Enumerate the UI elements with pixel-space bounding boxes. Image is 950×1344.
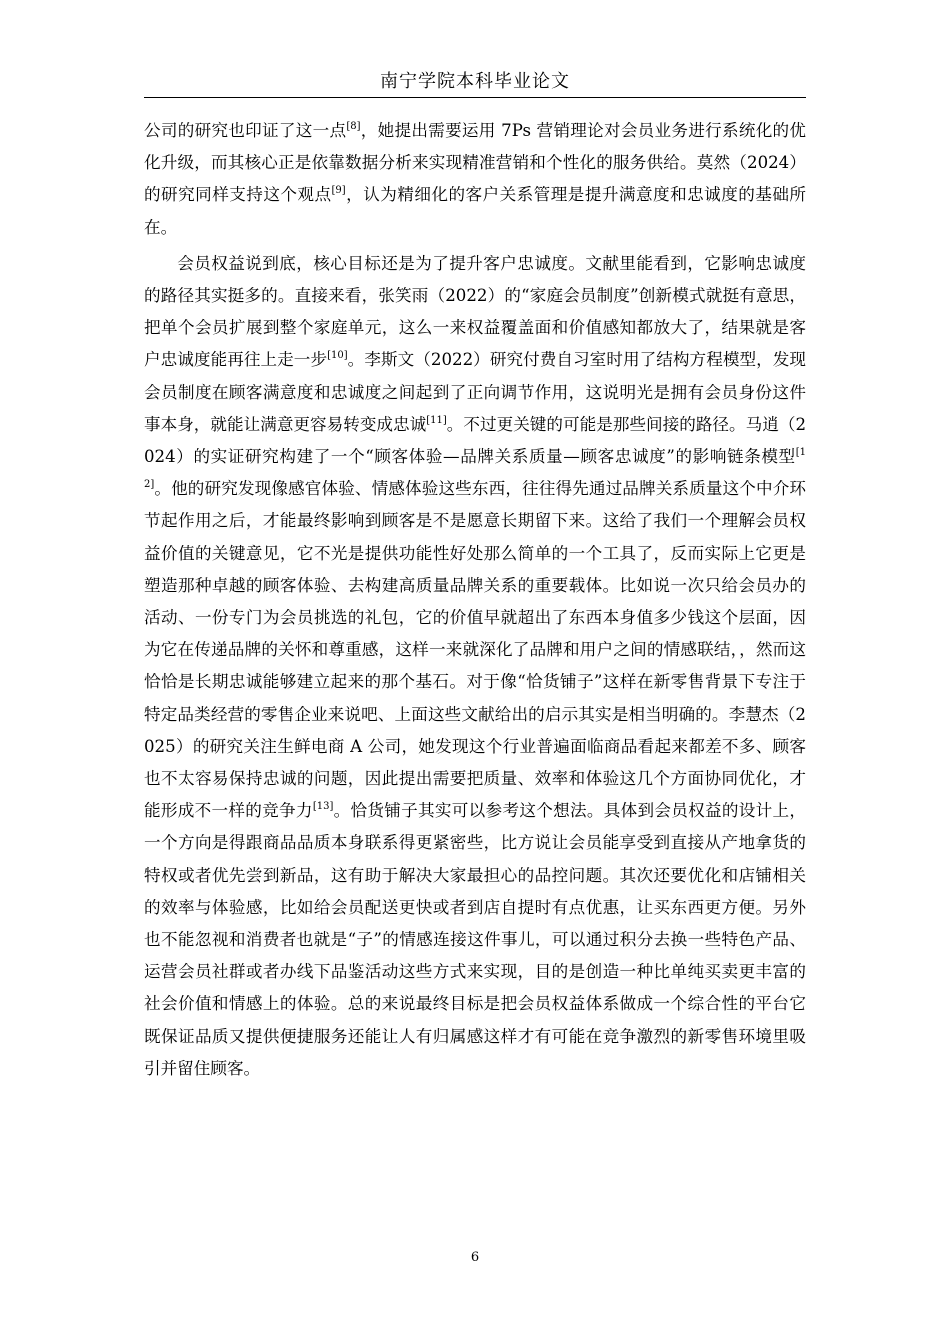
citation-marker: [10] [327,350,348,362]
text-segment: 公司的研究也印证了这一点 [144,121,347,140]
citation-marker: [9] [331,185,346,197]
header-divider [144,97,806,98]
text-segment: ，她提出需要运用 7Ps 营销理论对会员业务进行系统化的优化升级，而其核心正是依靠数据分析来实现精准营销和个性化的服务供给。莫然（2024）的研究同样支持这个观点 [144,121,807,205]
paragraph [144,115,806,244]
text-segment: 。不过更关键的可能是那些间接的路径。马逍（2024）的实证研究构建了一个“顾客体验—品牌关系质量—顾客忠诚度”的影响链条模型 [144,414,807,467]
citation-marker: [11] [426,414,447,426]
citation-marker: [12] [144,447,806,491]
text-segment: 。恰货铺子其实可以参考这个想法。具体到会员权益的设计上，一个方向是得跟商品品质本身联系得更紧密些，比方说让会员能享受到直接从产地拿货的特权或者优先尝到新品，这有助于解决大家最担心的品控问题。其次还要优化和店铺相关的效率与体验感，比如给会员配送更快或者到店自提时有点优惠，让买东西更方便。另外也不能忽视和消费者也就是“子”的情感连接这件事儿，可以通过积分去换一些特色产品、运营会员社群或者办线下品鉴活动这些方式来实现，目的是创造一种比单纯买卖更丰富的社会价值和情感上的体验。总的来说最终目标是把会员权益体系做成一个综合性的平台它既保证品质又提供便捷服务还能让人有归属感这样才有可能在竞争激烈的新零售环境里吸引并留住顾客。 [144,801,807,1078]
text-segment: ，认为精细化的客户关系管理是提升满意度和忠诚度的基础所在。 [144,185,807,237]
citation-marker: [13] [312,801,334,813]
thesis-body-text [144,115,806,1085]
page-number: 6 [470,1250,480,1265]
text-segment: 。李斯文（2022）研究付费自习室时用了结构方程模型，发现会员制度在顾客满意度和忠诚度之间起到了正向调节作用，这说明光是拥有会员身份这件事本身，就能让满意更容易转变成忠诚 [144,350,807,434]
page-header-title: 南宁学院本科毕业论文 [380,71,570,92]
text-segment: 会员权益说到底，核心目标还是为了提升客户忠诚度。文献里能看到，它影响忠诚度的路径其实挺多的。直接来看，张笑雨（2022）的“家庭会员制度”创新模式就挺有意思，把单个会员扩展到整个家庭单元，这么一来权益覆盖面和价值感知都放大了，结果就是客户忠诚度能再往上走一步 [144,253,806,370]
citation-marker: [8] [346,121,361,132]
text-segment: 。他的研究发现像感官体验、情感体验这些东西，往往得先通过品牌关系质量这个中介环节起作用之后，才能最终影响到顾客是不是愿意长期留下来。这给了我们一个理解会员权益价值的关键意见，它不光是提供功能性好处那么简单的一个工具了，反而实际上它更是塑造那种卓越的顾客体验、去构建高质量品牌关系的重要载体。比如说一次只给会员办的活动、一份专门为会员挑选的礼包，它的价值早就超出了东西本身值多少钱这个层面，因为它在传递品牌的关怀和尊重感，这样一来就深化了品牌和用户之间的情感联结，，然而这恰恰是长期忠诚能够建立起来的那个基石。对于像“恰货铺子”这样在新零售背景下专注于特定品类经营的零售企业来说吧、上面这些文献给出的启示其实是相当明确的。李慧杰（2025）的研究关注生鲜电商 A 公司，她发现这个行业普遍面临商品看起来都差不多、顾客也不太容易保持忠诚的问题，因此提出需要把质量、效率和体验这几个方面协同优化，才能形成不一样的竞争力 [144,479,806,821]
paragraph [144,248,806,1085]
